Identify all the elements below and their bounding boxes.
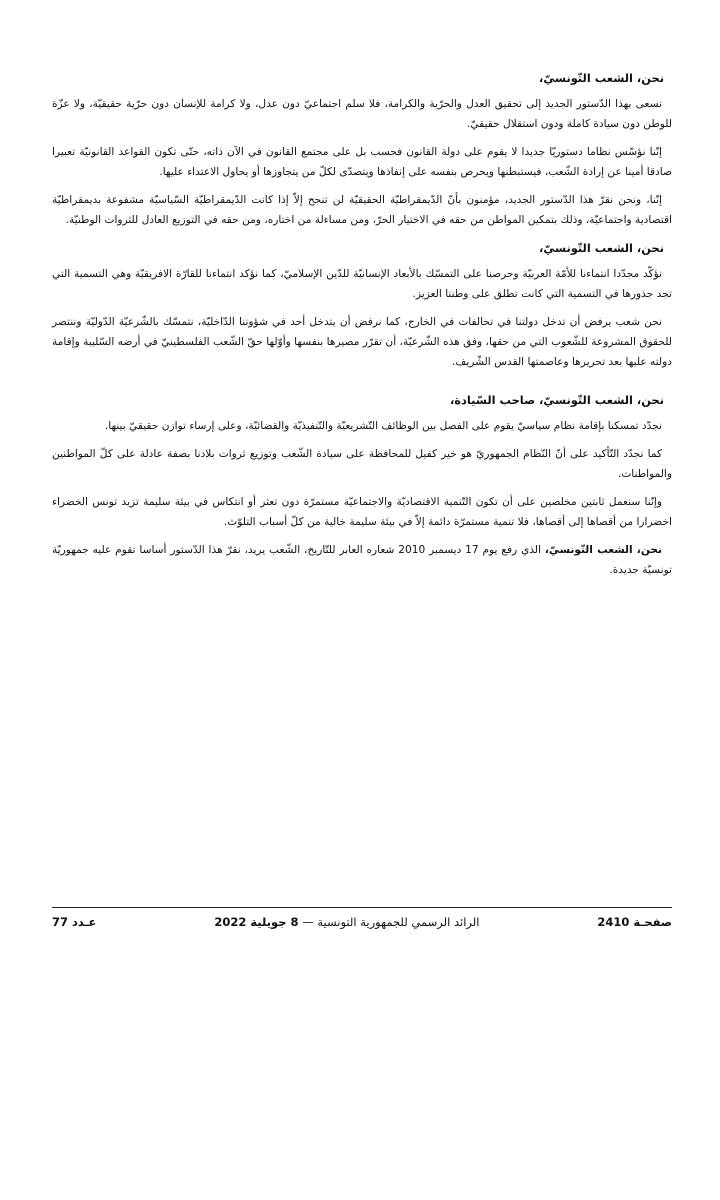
closing-paragraph: [52, 540, 672, 580]
paragraph-text: الذي رفع يوم 17 ديسمبر 2010 شعاره العابر للتّاريخ، الشّعب يريد، نقرّ هذا الدّستور أساسا تقوم عليه جمهوريّة تونسيّة جديدة.: [52, 544, 672, 576]
paragraph: إنّنا نؤسّس نظاما دستوريّا جديدا لا يقوم على دولة القانون فحسب بل على مجتمع القانون في الآن ذاته، حتّى تكون القواعد القانونيّة تعبيرا صادقا أمينا عن إرادة الشّعب، فيستبطنها ويحرص بنفسه على إنفاذها ويتصدّى لكلّ من يتجاوزها أو يحاول الاعتداء عليها.: [52, 146, 672, 178]
paragraph: نسعى بهذا الدّستور الجديد إلى تحقيق العدل والحرّية والكرامة، فلا سلم اجتماعيّ دون عدل، ولا كرامة للإنسان دون حرّية حقيقيّة، ولا عزّة للوطن دون سيادة كاملة ودون استقلال حقيقيّ.: [52, 98, 672, 130]
page-number: صفحـة 2410: [597, 915, 672, 929]
preamble-section-3: [52, 390, 672, 580]
document-body: [52, 68, 672, 588]
issue-date: 8 جويلية 2022: [214, 915, 299, 929]
preamble-section-2: [52, 238, 672, 372]
paragraph: وإنّنا سنعمل ثابتين مخلصين على أن تكون التّنمية الاقتصاديّة والاجتماعيّة مستمرّة دون تعثر أو انتكاس في بيئة سليمة تزيد تونس الخضراء اخضرارا من أقصاها إلى أقصاها، فلا تنمية مستمرّة دائمة إلاّ في بيئة سليمة خالية من كلّ أسباب التلوّث.: [52, 496, 672, 528]
footer-rule: [52, 907, 672, 908]
journal-name: الرائد الرسمي للجمهورية التونسية —: [302, 915, 480, 929]
section-heading: نحن، الشعب التّونسيّ،: [539, 241, 664, 255]
preamble-section-1: [52, 68, 672, 230]
section-heading: نحن، الشعب التّونسيّ،: [539, 71, 664, 85]
paragraph: إنّنا، ونحن نقرّ هذا الدّستور الجديد، مؤمنون بأنّ الدّيمقراطيّة الحقيقيّة لن تنجح إلاّ إذا كانت الدّيمقراطيّة السّياسيّة مشفوعة بديمقراطيّة اقتصادية واجتماعيّة، وذلك بتمكين المواطن من حقه في الاختيار الحرّ، ومن مساءلة من اختاره، ومن حقه في التوزيع العادل للثروات الوطنيّة.: [52, 194, 672, 226]
journal-masthead: [214, 915, 479, 929]
section-heading: نحن، الشعب التّونسيّ، صاحب السّيادة،: [449, 393, 664, 407]
issue-number: عـدد 77: [52, 915, 97, 929]
page-footer: [52, 912, 672, 932]
paragraph: كما نجدّد التّأكيد على أنّ النّظام الجمهوريّ هو خير كفيل للمحافظة على سيادة الشّعب وتوزيع ثروات بلادنا بصفة عادلة على كلّ المواطنين والمواطنات.: [52, 448, 672, 480]
paragraph: نحن شعب يرفض أن تدخل دولتنا في تحالفات في الخارج، كما نرفض أن يتدخل أحد في شؤوننا الدّاخليّة، نتمسّك بالشّرعيّة الدّوليّة وننتصر للحقوق المشروعة للشّعوب التي من حقها، وفق هذه الشّرعيّة، أن تقرّر مصيرها بنفسها وأوّلها حقّ الشّعب الفلسطينيّ في أرضه السّليبة وإقامة دولته عليها بعد تحريرها وعاصمتها القدس الشّريف.: [52, 316, 672, 368]
paragraph: نجدّد تمسكنا بإقامة نظام سياسيّ يقوم على الفصل بين الوظائف التّشريعيّة والتّنفيذيّة والقضائيّة، وعلى إرساء توازن حقيقيّ بينها.: [104, 420, 662, 432]
paragraph-lead: نحن، الشعب التّونسيّ،: [544, 544, 662, 556]
paragraph: نؤكّد مجدّدا انتماءنا للأمّة العربيّة وحرصنا على التمسّك بالأبعاد الإنسانيّة للدّين الإسلاميّ، كما نؤكد انتماءنا للقارّة الافريقيّة وهي التسمية التي تجد جذورها في التسمية التي كانت تطلق على وطننا العزيز.: [52, 268, 672, 300]
